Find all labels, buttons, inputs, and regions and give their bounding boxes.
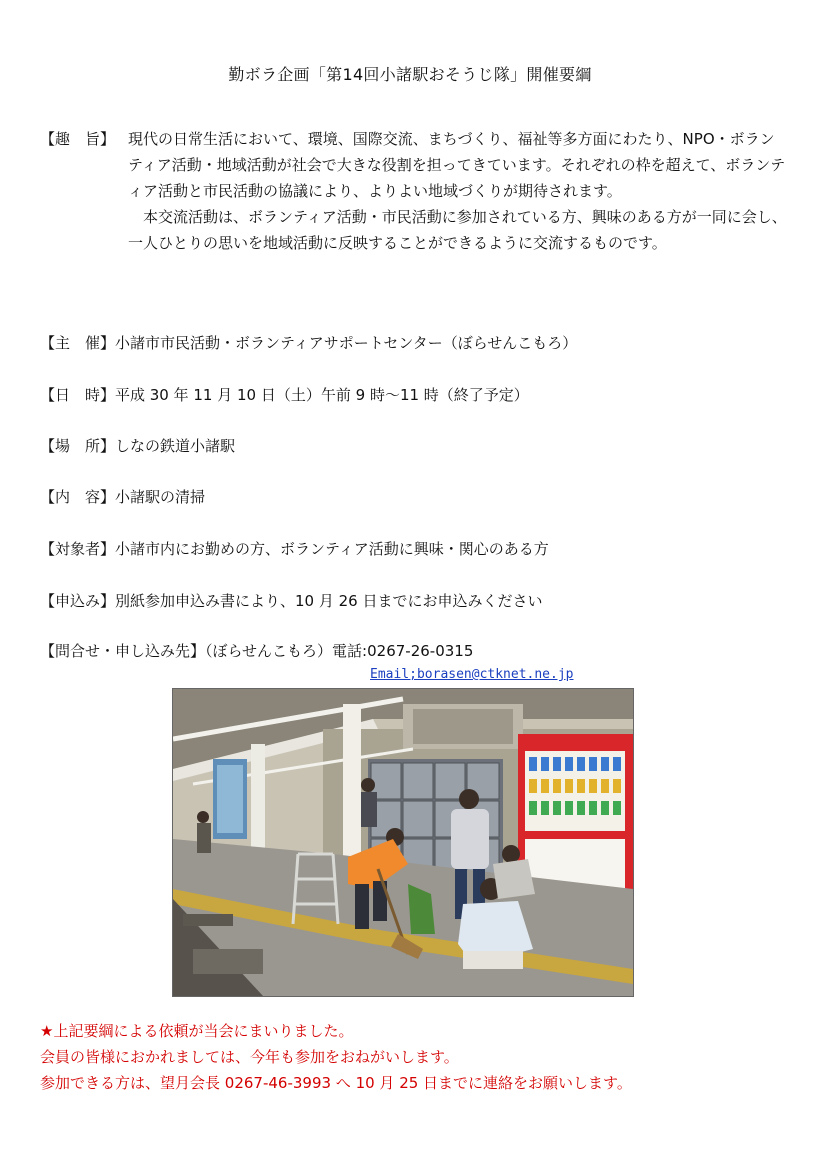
organizer-line: 【主 催】小諸市市民活動・ボランティアサポートセンター（ぼらせんこもろ） — [40, 334, 578, 352]
purpose-paragraph-2: 本交流活動は、ボランティア活動・市民活動に参加されている方、興味のある方が一同に会し、一人ひとりの思いを地域活動に反映することができるように交流するものです。 — [128, 208, 787, 252]
document-title: 勤ボラ企画「第14回小諸駅おそうじ隊」開催要綱 — [228, 65, 592, 84]
contact-line: 【問合せ・申し込み先】（ぼらせんこもろ）電話:0267-26-0315 — [40, 642, 474, 660]
notice-line-3: 参加できる方は、望月会長 0267-46-3993 へ 10 月 25 日までに連絡をお願いします。 — [40, 1074, 632, 1092]
cleanup-photo — [172, 688, 634, 997]
email-link[interactable]: Email;borasen@ctknet.ne.jp — [370, 667, 574, 682]
place-line: 【場 所】しなの鉄道小諸駅 — [40, 437, 236, 455]
content-line: 【内 容】小諸駅の清掃 — [40, 488, 206, 506]
purpose-paragraph-1: 現代の日常生活において、環境、国際交流、まちづくり、福祉等多方面にわたり、NPO・ボランティア活動・地域活動が社会で大きな役割を担ってきています。それぞれの枠を超えて、ボランティア活動と市民活動の協議により、よりよい地域づくりが期待されます。 — [128, 130, 786, 200]
notice-line-2: 会員の皆様におかれましては、今年も参加をおねがいします。 — [40, 1048, 459, 1066]
notice-line-1: ★上記要綱による依頼が当会にまいりました。 — [40, 1022, 354, 1040]
purpose-label: 【趣 旨】 — [40, 130, 116, 148]
target-line: 【対象者】小諸市内にお勤めの方、ボランティア活動に興味・関心のある方 — [40, 540, 549, 558]
notice-block — [40, 1018, 632, 1096]
purpose-body — [128, 126, 788, 256]
apply-line: 【申込み】別紙参加申込み書により、10 月 26 日までにお申込みください — [40, 592, 543, 610]
date-line: 【日 時】平成 30 年 11 月 10 日（土）午前 9 時～11 時（終了予定） — [40, 386, 529, 404]
